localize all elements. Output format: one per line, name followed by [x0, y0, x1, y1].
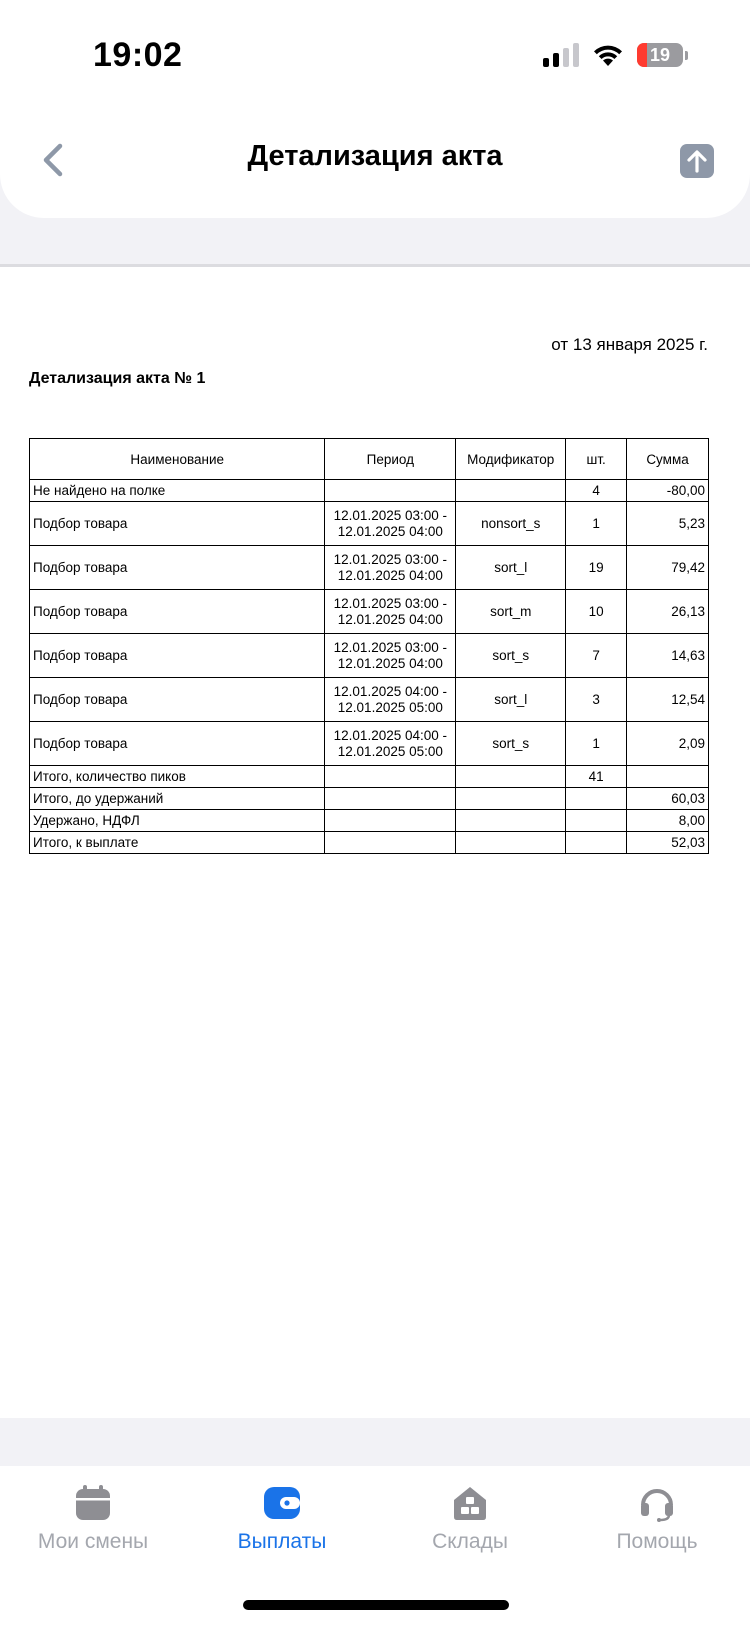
cell-period	[325, 502, 456, 546]
cell-sum: 79,42	[627, 546, 709, 590]
cell-sum: 5,23	[627, 502, 709, 546]
column-header-name: Наименование	[30, 439, 325, 480]
cell-modifier	[456, 788, 566, 810]
battery-tip	[685, 51, 688, 60]
cell-period	[325, 678, 456, 722]
cell-modifier	[456, 832, 566, 854]
act-document	[0, 264, 750, 1418]
cell-sum: 8,00	[627, 810, 709, 832]
cell-qty: 3	[566, 678, 627, 722]
wifi-icon	[591, 42, 625, 68]
cell-period	[325, 634, 456, 678]
tab-label: Склады	[432, 1530, 508, 1553]
header-card	[0, 0, 750, 218]
cell-modifier	[456, 766, 566, 788]
cell-sum: 60,03	[627, 788, 709, 810]
cell-name: Подбор товара	[30, 722, 325, 766]
tab-warehouses[interactable]	[375, 1484, 565, 1554]
cell-modifier: nonsort_s	[456, 502, 566, 546]
cell-modifier: sort_s	[456, 634, 566, 678]
cell-sum: 2,09	[627, 722, 709, 766]
cell-qty: 4	[566, 480, 627, 502]
tab-my-shifts[interactable]	[0, 1484, 188, 1554]
tab-label: Помощь	[616, 1530, 698, 1553]
cell-qty	[566, 810, 627, 832]
cell-qty	[566, 788, 627, 810]
document-date: от 13 января 2025 г.	[551, 335, 708, 354]
cell-modifier	[456, 480, 566, 502]
cell-modifier: sort_l	[456, 678, 566, 722]
home-indicator[interactable]	[243, 1600, 509, 1610]
period-from: 12.01.2025 04:00 -	[333, 683, 448, 699]
cell-sum: 12,54	[627, 678, 709, 722]
cell-period	[325, 480, 456, 502]
period-from: 12.01.2025 03:00 -	[333, 639, 448, 655]
cell-name: Итого, количество пиков	[30, 766, 325, 788]
cell-qty: 19	[566, 546, 627, 590]
cell-name: Подбор товара	[30, 590, 325, 634]
cell-qty: 1	[566, 722, 627, 766]
cell-sum: -80,00	[627, 480, 709, 502]
warehouse-icon	[451, 1484, 489, 1522]
table-header-row	[30, 439, 709, 480]
cell-name: Подбор товара	[30, 502, 325, 546]
period-to: 12.01.2025 05:00	[337, 699, 443, 715]
column-header-sum: Сумма	[627, 439, 709, 480]
cell-qty: 10	[566, 590, 627, 634]
tab-help[interactable]	[562, 1484, 750, 1554]
cell-qty: 1	[566, 502, 627, 546]
cellular-signal-icon	[543, 43, 579, 67]
cell-name: Подбор товара	[30, 634, 325, 678]
tab-payouts[interactable]	[187, 1484, 377, 1554]
period-from: 12.01.2025 03:00 -	[333, 595, 448, 611]
document-title: Детализация акта № 1	[29, 370, 206, 387]
status-time: 19:02	[93, 36, 183, 74]
headset-icon	[638, 1484, 676, 1522]
share-arrow-up-icon	[686, 149, 708, 173]
total-row-picks	[30, 766, 709, 788]
cell-sum: 52,03	[627, 832, 709, 854]
tab-label: Выплаты	[237, 1530, 327, 1553]
cell-modifier	[456, 810, 566, 832]
table-row	[30, 678, 709, 722]
share-button[interactable]	[680, 144, 714, 178]
cell-period	[325, 546, 456, 590]
total-row-tax-withheld	[30, 810, 709, 832]
cell-period	[325, 766, 456, 788]
cell-period	[325, 832, 456, 854]
act-table	[29, 438, 709, 854]
cell-sum	[627, 766, 709, 788]
table-row	[30, 480, 709, 502]
period-to: 12.01.2025 04:00	[337, 655, 443, 671]
cell-name: Удержано, НДФЛ	[30, 810, 325, 832]
tab-label: Мои смены	[37, 1530, 149, 1553]
cell-qty: 41	[566, 766, 627, 788]
table-row	[30, 634, 709, 678]
cell-modifier: sort_l	[456, 546, 566, 590]
period-to: 12.01.2025 04:00	[337, 611, 443, 627]
wallet-icon	[263, 1484, 301, 1522]
cell-sum: 26,13	[627, 590, 709, 634]
period-from: 12.01.2025 03:00 -	[333, 507, 448, 523]
period-to: 12.01.2025 04:00	[337, 523, 443, 539]
cell-period	[325, 590, 456, 634]
cell-name: Итого, к выплате	[30, 832, 325, 854]
total-row-before-deductions	[30, 788, 709, 810]
cell-qty: 7	[566, 634, 627, 678]
cell-period	[325, 722, 456, 766]
battery-level: 19	[649, 44, 671, 65]
cell-period	[325, 810, 456, 832]
column-header-qty: шт.	[566, 439, 627, 480]
table-row	[30, 502, 709, 546]
column-header-modifier: Модификатор	[456, 439, 566, 480]
page-title: Детализация акта	[247, 140, 503, 172]
cell-name: Не найдено на полке	[30, 480, 325, 502]
period-to: 12.01.2025 04:00	[337, 567, 443, 583]
cell-name: Итого, до удержаний	[30, 788, 325, 810]
cell-name: Подбор товара	[30, 546, 325, 590]
total-row-payout	[30, 832, 709, 854]
column-header-period: Период	[325, 439, 456, 480]
battery-icon	[637, 43, 683, 67]
cell-period	[325, 788, 456, 810]
table-row	[30, 546, 709, 590]
cell-qty	[566, 832, 627, 854]
period-from: 12.01.2025 04:00 -	[333, 727, 448, 743]
period-to: 12.01.2025 05:00	[337, 743, 443, 759]
cell-sum: 14,63	[627, 634, 709, 678]
cell-name: Подбор товара	[30, 678, 325, 722]
calendar-icon	[74, 1484, 112, 1522]
table-row	[30, 722, 709, 766]
period-from: 12.01.2025 03:00 -	[333, 551, 448, 567]
cell-modifier: sort_s	[456, 722, 566, 766]
table-row	[30, 590, 709, 634]
status-indicators	[543, 42, 688, 68]
cell-modifier: sort_m	[456, 590, 566, 634]
